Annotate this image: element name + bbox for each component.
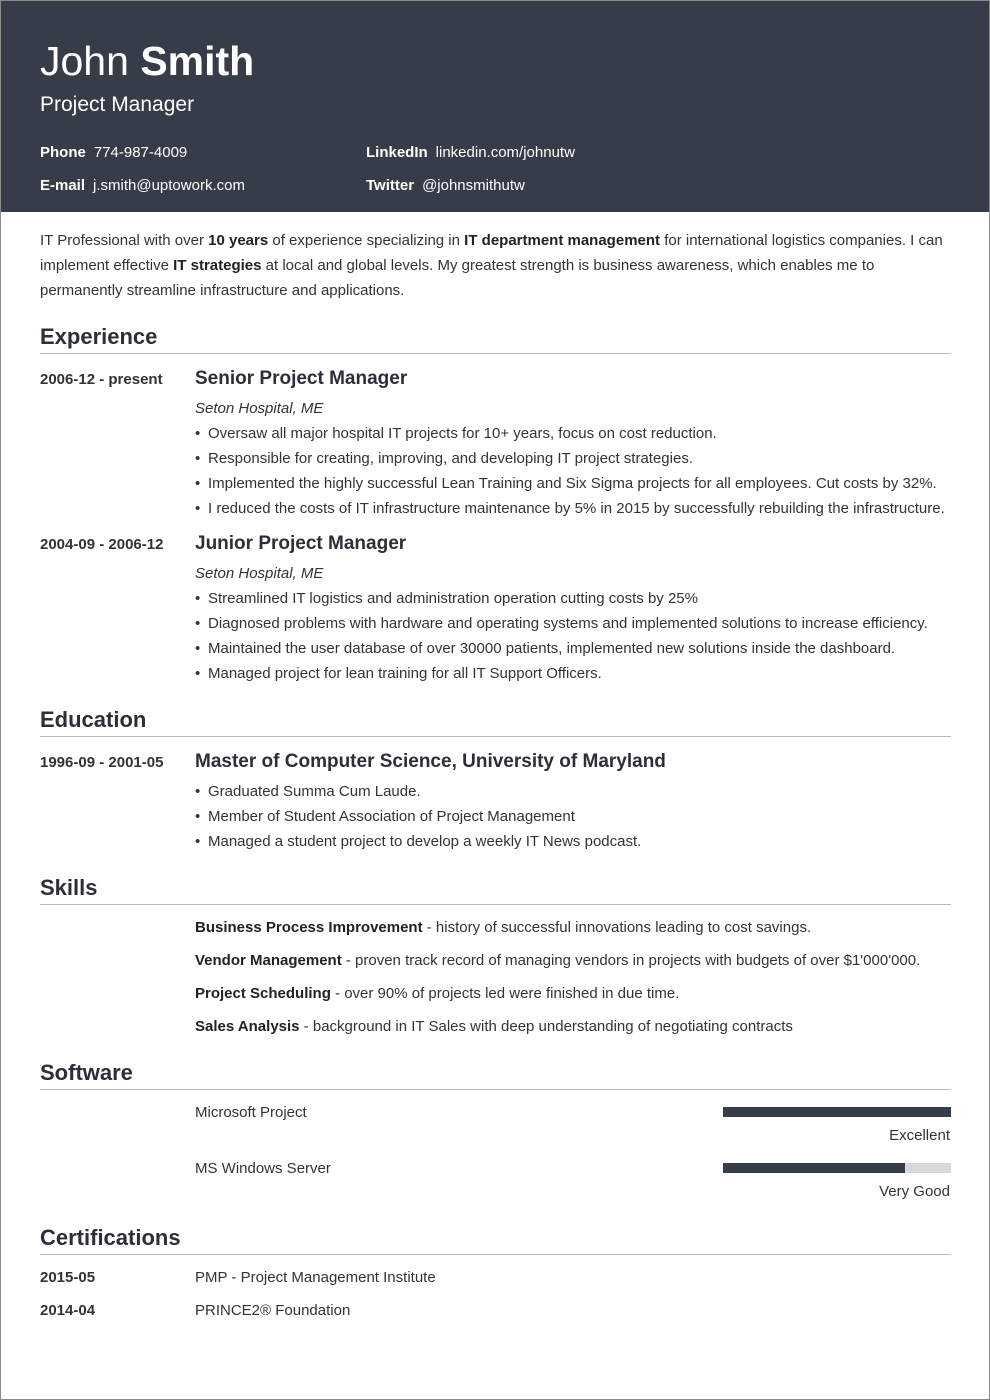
list-item: • I reduced the costs of IT infrastructure maintenance by 5% in 2015 by successfully rebuilding the infrastructure. [195,496,955,521]
skill-item [195,952,920,970]
profile-summary [40,228,952,303]
certification-name: PMP - Project Management Institute [195,1269,436,1286]
contact-linkedin [366,144,575,162]
list-item: • Maintained the user database of over 30000 patients, implemented new solutions inside the dashboard. [195,636,955,661]
list-item: • Responsible for creating, improving, and developing IT project strategies. [195,446,955,471]
contact-email-value[interactable]: j.smith@uptowork.com [93,177,245,194]
section-title-certifications: Certifications [40,1225,181,1250]
contact-phone-label: Phone [40,144,86,161]
section-title-experience: Experience [40,324,158,349]
section-divider [40,736,951,737]
list-item: • Managed a student project to develop a weekly IT News podcast. [195,829,955,854]
job-title: Senior Project Manager [195,368,408,389]
section-divider [40,353,951,354]
contact-twitter-value[interactable]: @johnsmithutw [422,177,525,194]
job-date: 2004-09 - 2006-12 [40,536,164,553]
certification-name: PRINCE2® Foundation [195,1302,351,1319]
summary-text: for international logistics companies. I can implement effective [40,232,943,274]
skill-item [195,1018,793,1036]
section-divider [40,1089,951,1090]
education-date: 1996-09 - 2001-05 [40,754,164,771]
software-rating-fill [723,1163,905,1173]
list-item: • Oversaw all major hospital IT projects for 10+ years, focus on cost reduction. [195,421,955,446]
software-rating-bar [723,1163,951,1173]
skill-description: - over 90% of projects led were finished in due time. [330,985,680,1002]
job-duties-list [195,421,955,521]
section-divider [40,904,951,905]
education-details-list [195,779,955,854]
job-title: Junior Project Manager [195,533,407,554]
list-item: • Member of Student Association of Project Management [195,804,955,829]
job-date: 2006-12 - present [40,371,163,388]
skill-description: - background in IT Sales with deep understanding of negotiating contracts [299,1018,793,1035]
software-name: MS Windows Server [195,1160,331,1177]
summary-highlight: 10 years [208,232,269,249]
list-item: • Diagnosed problems with hardware and operating systems and implemented solutions to increase efficiency. [195,611,955,636]
software-name: Microsoft Project [195,1104,307,1121]
contact-linkedin-value[interactable]: linkedin.com/johnutw [435,144,575,161]
job-duties-list [195,586,955,686]
software-rating-fill [723,1107,951,1117]
section-title-skills: Skills [40,875,98,900]
certification-date: 2015-05 [40,1269,96,1286]
summary-text: IT Professional with over [40,232,209,249]
contact-phone [40,144,187,162]
resume-header [1,1,989,212]
skill-description: - proven track record of managing vendors in projects with budgets of over $1'000'000. [341,952,921,969]
summary-text: of experience specializing in [268,232,465,249]
full-name [40,38,254,84]
contact-email-label: E-mail [40,177,86,194]
software-level: Excellent [889,1127,950,1144]
skill-description: - history of successful innovations leading to cost savings. [422,919,812,936]
section-title-software: Software [40,1060,133,1085]
job-employer: Seton Hospital, ME [195,565,324,582]
first-name: John [40,38,129,84]
job-title-header: Project Manager [40,93,195,116]
list-item: • Graduated Summa Cum Laude. [195,779,955,804]
job-employer: Seton Hospital, ME [195,400,324,417]
list-item: • Streamlined IT logistics and administration operation cutting costs by 25% [195,586,955,611]
skill-name: Business Process Improvement [195,919,423,936]
skill-name: Project Scheduling [195,985,331,1002]
section-title-education: Education [40,707,147,732]
contact-twitter-label: Twitter [366,177,415,194]
skill-item [195,919,811,937]
skill-item [195,985,679,1003]
summary-highlight: IT department management [464,232,661,249]
list-item: • Managed project for lean training for all IT Support Officers. [195,661,955,686]
summary-text: at local and global levels. My greatest strength is business awareness, which enables me to permanently streamline infrastructure and applications. [40,257,875,299]
certification-date: 2014-04 [40,1302,96,1319]
contact-twitter [366,177,525,195]
software-level: Very Good [879,1183,950,1200]
last-name: Smith [140,38,255,84]
education-degree: Master of Computer Science, University of Maryland [195,751,666,772]
contact-linkedin-label: LinkedIn [366,144,428,161]
skill-name: Vendor Management [195,952,342,969]
software-rating-bar [723,1107,951,1117]
skill-name: Sales Analysis [195,1018,300,1035]
contact-phone-value[interactable]: 774-987-4009 [93,144,188,161]
section-divider [40,1254,951,1255]
list-item: • Implemented the highly successful Lean Training and Six Sigma projects for all employees. Cut costs by 32%. [195,471,955,496]
contact-email [40,177,245,195]
summary-highlight: IT strategies [173,257,262,274]
